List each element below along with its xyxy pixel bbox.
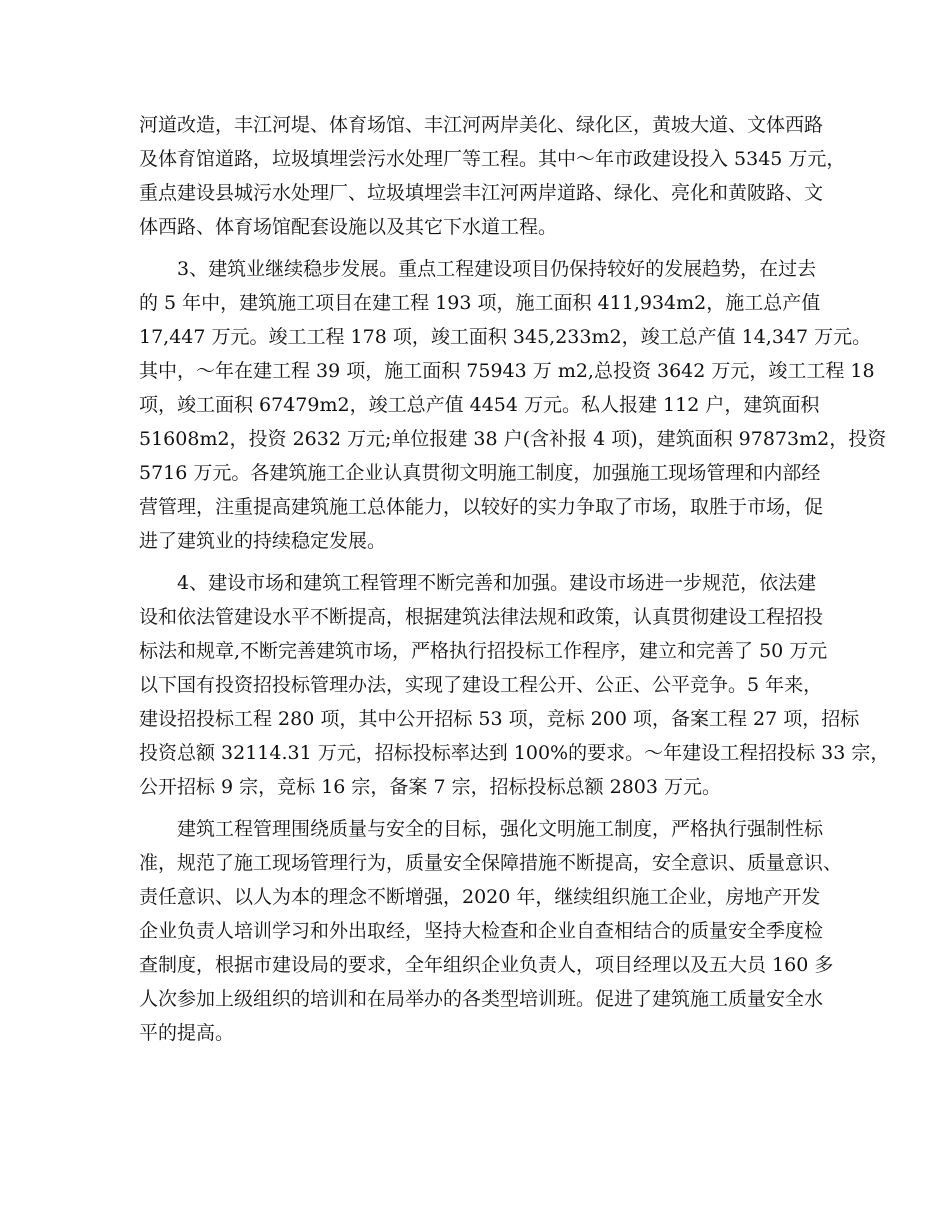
text-line: 查制度，根据市建设局的要求，全年组织企业负责人，项目经理以及五大员 160 多	[139, 954, 834, 976]
paragraph-first-line: 建筑工程管理围绕质量与安全的目标，强化文明施工制度，严格执行强制性标	[177, 818, 824, 840]
text-line: 设和依法管建设水平不断提高，根据建筑法律法规和政策，认真贯彻建设工程招投	[139, 606, 824, 628]
text-line: 的 5 年中，建筑施工项目在建工程 193 项，施工面积 411,934m2，施工总产值	[139, 292, 821, 314]
text-line: 准，规范了施工现场管理行为，质量安全保障措施不断提高，安全意识、质量意识、	[139, 852, 843, 874]
text-line: 以下国有投资招投标管理办法，实现了建设工程公开、公正、公平竞争。5 年来，	[139, 674, 823, 696]
text-line: 标法和规章,不断完善建筑市场，严格执行招投标工作程序，建立和完善了 50 万元	[139, 640, 828, 662]
text-line: 建设招投标工程 280 项，其中公开招标 53 项，竞标 200 项，备案工程 27 项，招标	[139, 708, 860, 730]
text-line: 企业负责人培训学习和外出取经，坚持大检查和企业自查相结合的质量安全季度检	[139, 920, 824, 942]
text-line: 河道改造，丰江河堤、体育场馆、丰江河两岸美化、绿化区，黄坡大道、文体西路	[139, 114, 824, 136]
text-line: 其中，～年在建工程 39 项，施工面积 75943 万 m2,总投资 3642 万元，竣工工程 18	[139, 360, 875, 382]
text-line: 项，竣工面积 67479m2，竣工总产值 4454 万元。私人报建 112 户，建筑面积	[139, 394, 820, 416]
text-line: 及体育馆道路，垃圾填埋尝污水处理厂等工程。其中～年市政建设投入 5345 万元，	[139, 148, 846, 170]
text-line: 51608m2，投资 2632 万元;单位报建 38 户(含补报 4 项)，建筑面积 97873m2，投资	[139, 428, 887, 450]
paragraph-first-line: 3、建筑业继续稳步发展。重点工程建设项目仍保持较好的发展趋势，在过去	[177, 258, 817, 280]
text-line: 公开招标 9 宗，竞标 16 宗，备案 7 宗，招标投标总额 2803 万元。	[139, 776, 722, 798]
text-line: 进了建筑业的持续稳定发展。	[139, 530, 387, 552]
text-line: 体西路、体育场馆配套设施以及其它下水道工程。	[139, 216, 558, 238]
text-line: 17,447 万元。竣工工程 178 项，竣工面积 345,233m2，竣工总产值 14,347 万元。	[139, 326, 872, 348]
text-line: 投资总额 32114.31 万元，招标投标率达到 100%的要求。～年建设工程招投标 33 宗，	[139, 742, 890, 764]
paragraph-first-line: 4、建设市场和建筑工程管理不断完善和加强。建设市场进一步规范，依法建	[177, 572, 817, 594]
text-line: 营管理，注重提高建筑施工总体能力，以较好的实力争取了市场，取胜于市场，促	[139, 496, 824, 518]
text-line: 重点建设县城污水处理厂、垃圾填埋尝丰江河两岸道路、绿化、亮化和黄陂路、文	[139, 182, 824, 204]
text-line: 人次参加上级组织的培训和在局举办的各类型培训班。促进了建筑施工质量安全水	[139, 988, 824, 1010]
text-line: 平的提高。	[139, 1022, 235, 1044]
text-line: 责任意识、以人为本的理念不断增强，2020 年，继续组织施工企业，房地产开发	[139, 886, 821, 908]
text-line: 5716 万元。各建筑施工企业认真贯彻文明施工制度，加强施工现场管理和内部经	[139, 462, 821, 484]
